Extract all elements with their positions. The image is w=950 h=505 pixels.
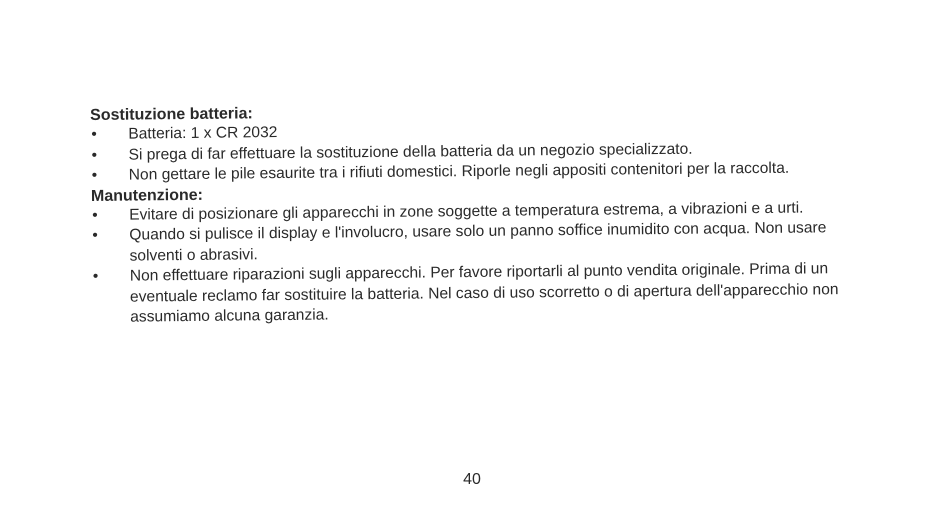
bullet-icon: • <box>91 146 98 164</box>
list-item-text: Quando si pulisce il display e l'involucro, usare solo un panno soffice inumidito con acqua. Non usare solventi o abrasivi. <box>129 219 827 265</box>
page-number: 40 <box>463 471 481 488</box>
bullet-icon: • <box>92 206 98 224</box>
bullet-icon: • <box>91 125 97 143</box>
list-item-text: Evitare di posizionare gli apparecchi in zone soggette a temperatura estrema, a vibrazioni e a urti. <box>129 199 804 224</box>
bullet-icon: • <box>91 166 98 184</box>
bullet-icon: • <box>92 226 98 244</box>
list-item-text: Si prega di far effettuare la sostituzione della batteria da un negozio specializzato. <box>128 140 693 164</box>
section-title-maintenance: Manutenzione: <box>90 186 204 205</box>
list-item-text: Batteria: 1 x CR 2032 <box>128 124 278 143</box>
list-item-text: Non effettuare riparazioni sugli apparecchi. Per favore riportarli al punto vendita originale. Prima di un eventuale reclamo far sostituire la batteria. Nel caso di uso scorretto o di apertura dell'apparecchio non assumiamo alcuna garanzia. <box>129 260 839 326</box>
document-content <box>90 98 857 328</box>
bullet-icon: • <box>92 267 99 285</box>
battery-replacement-list <box>90 117 856 187</box>
list-item-text: Non gettare le pile esaurite tra i rifiuti domestici. Riporle negli appositi contenitori per la raccolta. <box>128 159 790 184</box>
section-title-battery-replacement: Sostituzione batteria: <box>90 105 253 124</box>
list-item <box>92 259 858 329</box>
maintenance-list <box>91 197 857 328</box>
